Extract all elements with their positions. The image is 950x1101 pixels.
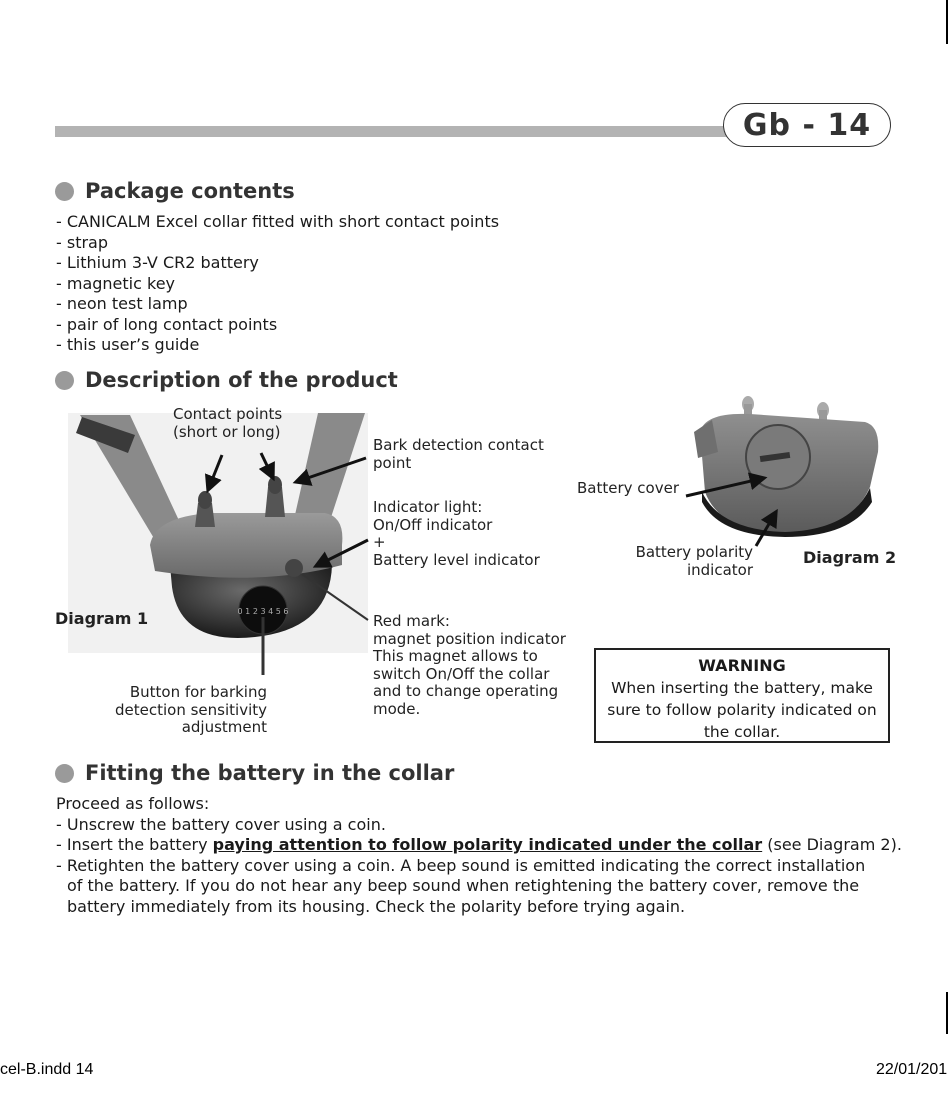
crop-mark-top (946, 0, 948, 44)
list-item: - neon test lamp (56, 294, 188, 313)
fitting-step-3-cont: of the battery. If you do not hear any beep sound when retightening the battery cover, remove the (67, 876, 860, 895)
warning-line: When inserting the battery, make (611, 679, 873, 697)
polarity-emphasis: paying attention to follow polarity indicated under the collar (212, 835, 763, 854)
section-title: Description of the product (85, 368, 398, 392)
warning-line: the collar. (703, 723, 781, 741)
diagram-1-arrows (0, 0, 600, 700)
label-red-mark: Red mark: magnet position indicator This magnet allows to switch On/Off the collar and to change operating mode. (373, 612, 566, 718)
label-battery-cover: Battery cover (577, 479, 679, 497)
label-contact-points: Contact points (short or long) (173, 405, 283, 441)
list-item: - CANICALM Excel collar fitted with short contact points (56, 212, 500, 231)
warning-box (594, 648, 890, 743)
svg-text:0 1 2 3 4 5 6: 0 1 2 3 4 5 6 (237, 607, 289, 616)
section-title: Fitting the battery in the collar (85, 761, 455, 785)
footer-date: 22/01/201 (876, 1061, 948, 1078)
footer-file: cel-B.indd 14 (0, 1061, 94, 1078)
warning-line: sure to follow polarity indicated on (607, 701, 877, 719)
circle-bullet-icon (55, 764, 74, 783)
crop-mark-bottom (946, 992, 948, 1034)
label-indicator-light: Indicator light: On/Off indicator + Battery level indicator (373, 498, 540, 569)
list-item: - strap (56, 232, 109, 252)
label-sensitivity-button: Button for barking detection sensitivity adjustment (115, 683, 267, 736)
list-item: - Lithium 3-V CR2 battery (56, 253, 259, 272)
page-label: Gb - 14 (742, 107, 872, 143)
list-item: - magnetic key (56, 273, 175, 293)
list-item: - this user’s guide (56, 335, 200, 354)
section-fitting-battery (55, 761, 454, 785)
fitting-intro: Proceed as follows: (56, 794, 210, 813)
diagram-2-arrows (680, 460, 800, 550)
page-number-badge (723, 103, 891, 147)
fitting-step-3-cont: battery immediately from its housing. Check the polarity before trying again. (67, 896, 686, 916)
fitting-instructions (56, 794, 902, 917)
label-battery-polarity: Battery polarity indicator (635, 543, 753, 579)
label-bark-detection: Bark detection contact point (373, 436, 544, 472)
fitting-step-3: - Retighten the battery cover using a coin. A beep sound is emitted indicating the correct installation (56, 855, 866, 875)
fitting-step-2: - Insert the battery paying attention to follow polarity indicated under the collar (see Diagram 2). (56, 835, 902, 854)
diagram-2-label: Diagram 2 (803, 548, 897, 567)
diagram-1-label: Diagram 1 (55, 609, 149, 628)
section-title: Package contents (85, 179, 295, 203)
list-item: - pair of long contact points (56, 314, 278, 334)
fitting-step-1: - Unscrew the battery cover using a coin. (56, 814, 386, 834)
warning-title: WARNING (698, 656, 786, 675)
